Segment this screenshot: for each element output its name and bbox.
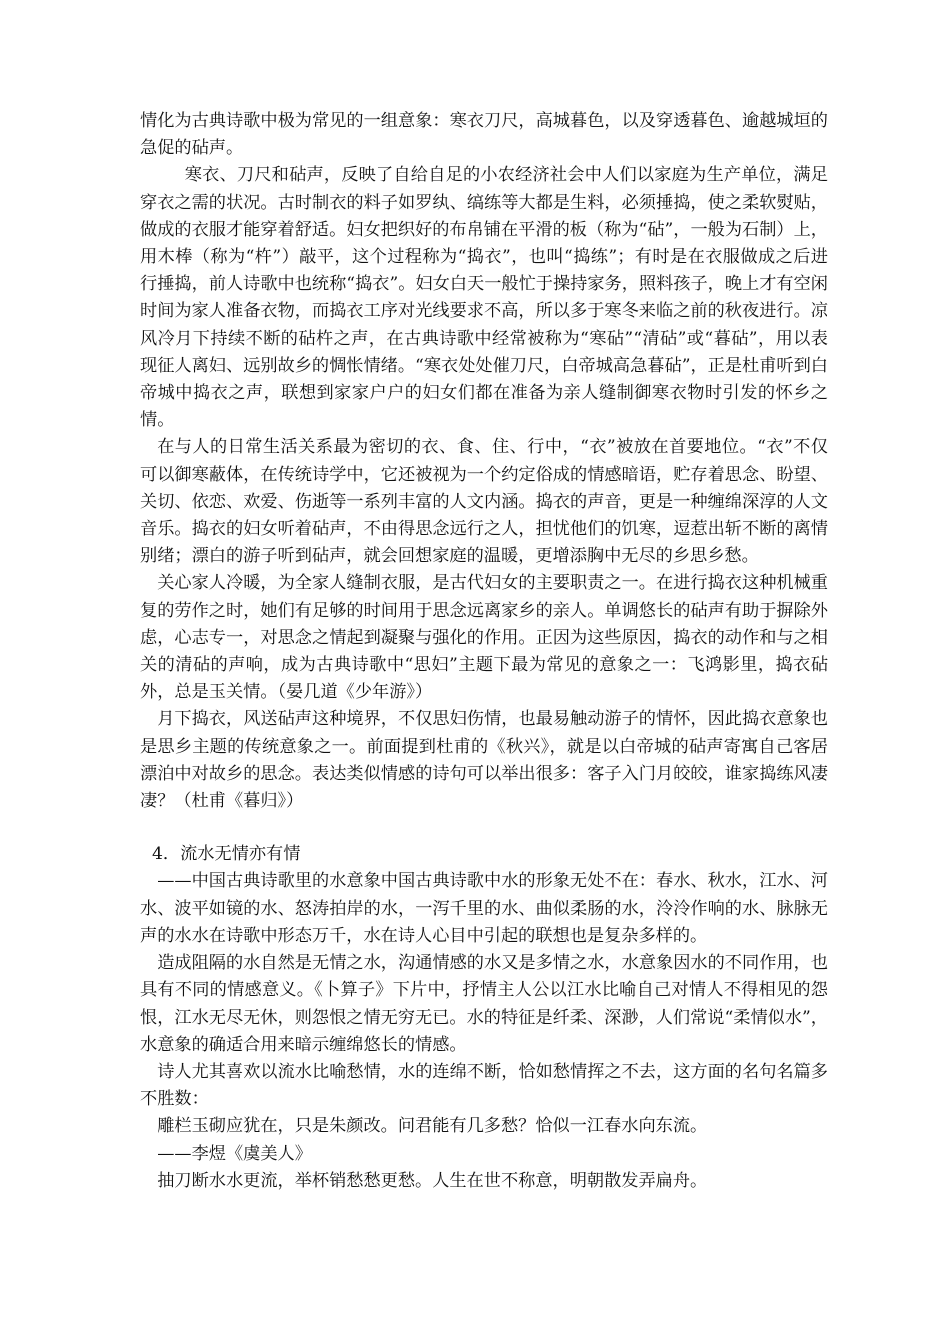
paragraph-water-imagery: ——中国古典诗歌里的水意象中国古典诗歌中水的形象无处不在：春水、秋水，江水、河水、波平如镜的水、怒涛拍岸的水，一泻千里的水、曲似柔肠的水，泠泠作响的水、脉脉无声的水水在诗歌中形态万千，水在诗人心目中引起的联想也是复杂多样的。 (140, 871, 828, 946)
section-title: 4．流水无情亦有情 (152, 844, 301, 865)
poem-quote-li-bai: 抽刀断水水更流，举杯销愁愁更愁。人生在世不称意，明朝散发弄扁舟。 (157, 1170, 708, 1191)
paragraph-cold-clothes: 寒衣、刀尺和砧声，反映了自给自足的小农经济社会中人们以家庭为生产单位，满足穿衣之需的状况。古时制衣的料子如罗纨、缟练等大都是生料，必须捶捣，使之柔软熨贴，做成的衣服才能穿着舒适。妇女把织好的布帛铺在平滑的板（称为“砧”，一般为石制）上，用木棒（称为“杵”）敲平，这个过程称为“捣衣”，也叫“捣练”；有时是在衣服做成之后进行捶捣，前人诗歌中也统称“捣衣”。妇女白天一般忙于操持家务，照料孩子，晚上才有空闲时间为家人准备衣物，而捣衣工序对光线要求不高，所以多于寒冬来临之前的秋夜进行。凉风冷月下持续不断的砧杵之声，在古典诗歌中经常被称为“寒砧”“清砧”或“暮砧”，用以表现征人离妇、远别故乡的惆怅情绪。“寒衣处处催刀尺，白帝城高急暮砧”，正是杜甫听到白帝城中捣衣之声，联想到家家户户的妇女们都在准备为亲人缝制御寒衣物时引发的怀乡之情。 (140, 165, 828, 431)
document-page (140, 108, 828, 1195)
paragraph-water-emotion: 造成阻隔的水自然是无情之水，沟通情感的水又是多情之水，水意象因水的不同作用，也具有不同的情感意义。《卜算子》下片中，抒情主人公以江水比喻自己对情人不得相见的怨恨，江水无尽无休，则怨恨之情无穷无已。水的特征是纤柔、深渺，人们常说“柔情似水”，水意象的确适合用来暗示缠绵悠长的情感。 (140, 953, 828, 1055)
paragraph-women-duty: 关心家人冷暖，为全家人缝制衣服，是古代妇女的主要职责之一。在进行捣衣这种机械重复的劳作之时，她们有足够的时间用于思念远离家乡的亲人。单调悠长的砧声有助于摒除外虑，心志专一，对思念之情起到凝聚与强化的作用。正因为这些原因，捣衣的动作和与之相关的清砧的声响，成为古典诗歌中“思妇”主题下最为常见的意象之一：飞鸿影里，捣衣砧外，总是玉关情。（晏几道《少年游》） (140, 573, 828, 703)
paragraph-clothing-importance: 在与人的日常生活关系最为密切的衣、食、住、行中，“衣”被放在首要地位。“衣”不仅可以御寒蔽体，在传统诗学中，它还被视为一个约定俗成的情感暗语，贮存着思念、盼望、关切、依恋、欢爱、伤逝等一系列丰富的人文内涵。捣衣的声音，更是一种缠绵深淳的人文音乐。捣衣的妇女听着砧声，不由得思念远行之人，担忧他们的饥寒，逗惹出斩不断的离情别绪；漂白的游子听到砧声，就会回想家庭的温暖，更增添胸中无尽的乡思乡愁。 (140, 437, 828, 567)
paragraph-continuation: 情化为古典诗歌中极为常见的一组意象：寒衣刀尺，高城暮色，以及穿透暮色、逾越城垣的急促的砧声。 (140, 111, 828, 159)
paragraph-moonlight-pounding: 月下捣衣，风送砧声这种境界，不仅思妇伤情，也最易触动游子的情怀，因此捣衣意象也是思乡主题的传统意象之一。前面提到杜甫的《秋兴》，就是以白帝城的砧声寄寓自己客居漂泊中对故乡的思念。表达类似情感的诗句可以举出很多：客子入门月皎皎，谁家捣练风凄凄？（杜甫《暮归》） (140, 709, 828, 812)
poem-attribution-yumeiren: ——李煜《虞美人》 (157, 1143, 312, 1164)
paragraph-water-sorrow: 诗人尤其喜欢以流水比喻愁情，水的连绵不断，恰如愁情挥之不去，这方面的名句名篇多不胜数： (140, 1061, 828, 1110)
section-gap (140, 815, 828, 841)
poem-quote-yumeiren: 雕栏玉砌应犹在，只是朱颜改。问君能有几多愁？恰似一江春水向东流。 (157, 1116, 708, 1137)
